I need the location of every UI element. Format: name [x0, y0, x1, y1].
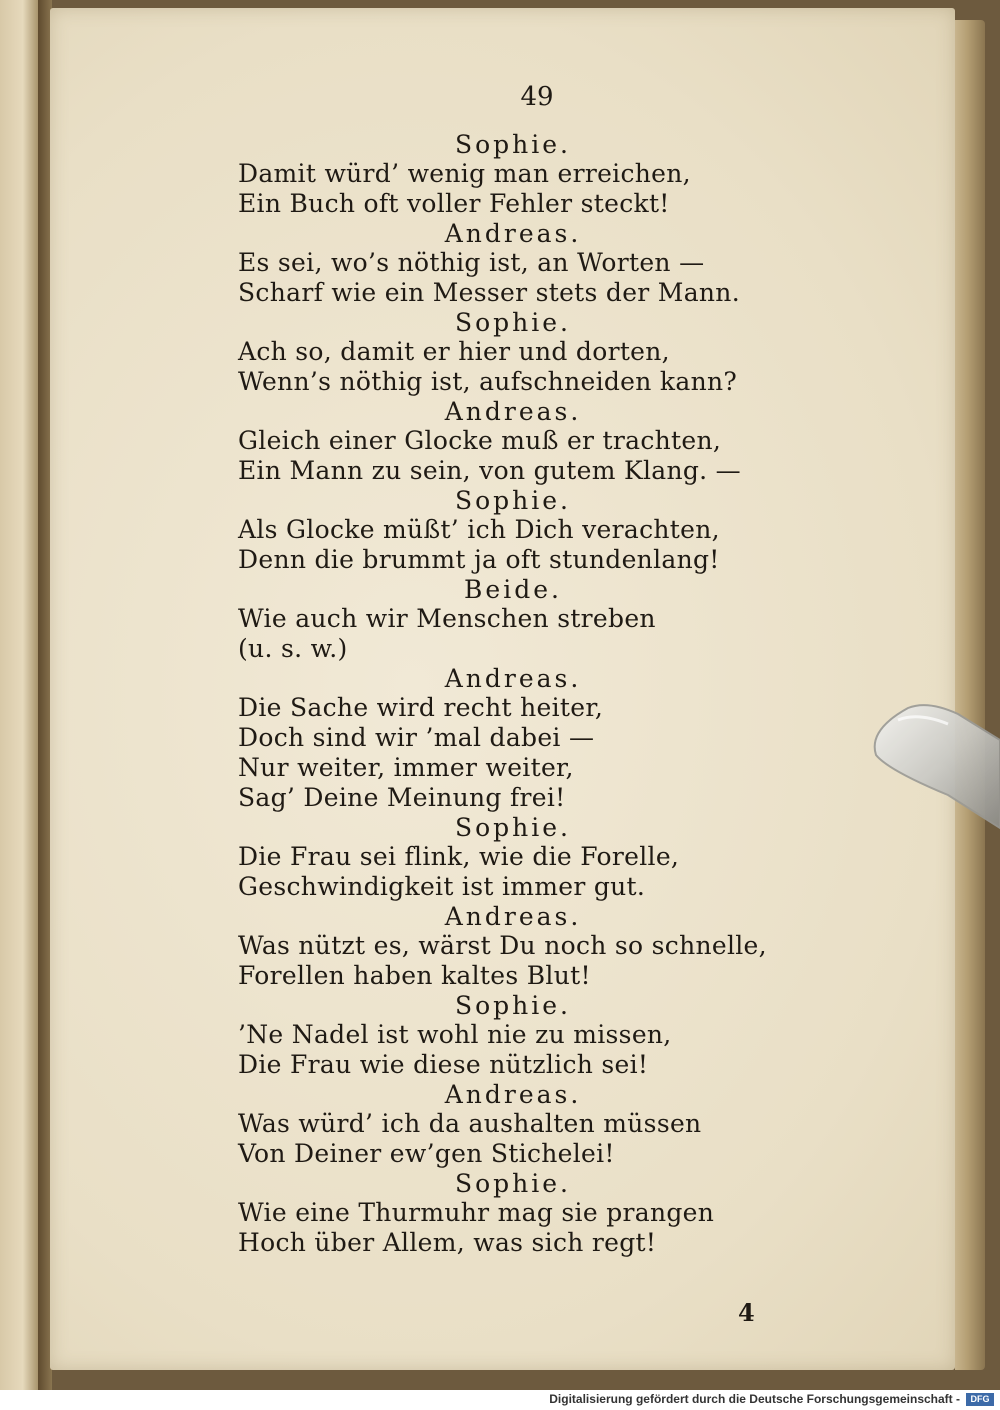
- footer-bar: [0, 1390, 1000, 1410]
- speaker-name: Andreas.: [444, 664, 582, 693]
- speaker-name: Beide.: [464, 575, 562, 604]
- verse-line: Ein Buch oft voller Fehler steckt!: [238, 189, 670, 218]
- verse-line: Was würd’ ich da aushalten müssen: [238, 1109, 702, 1138]
- verse-line: Doch sind wir ’mal dabei —: [238, 723, 595, 752]
- speaker-name: Sophie.: [454, 991, 572, 1020]
- speaker-name: Sophie.: [454, 1169, 572, 1198]
- speaker-name: Sophie.: [454, 486, 572, 515]
- speaker-name: Sophie.: [454, 813, 572, 842]
- page-stack-edge: [955, 20, 985, 1370]
- verse-line: Nur weiter, immer weiter,: [238, 753, 574, 782]
- verse-line: Es sei, wo’s nöthig ist, an Worten —: [238, 248, 705, 277]
- dialogue: [52, 130, 952, 1258]
- verse-line: Sag’ Deine Meinung frei!: [238, 783, 566, 812]
- verse-line: Von Deiner ew’gen Stichelei!: [238, 1139, 615, 1168]
- speaker-name: Sophie.: [454, 130, 572, 159]
- verse-line: Damit würd’ wenig man erreichen,: [238, 159, 691, 188]
- verse-line: Wie eine Thurmuhr mag sie prangen: [238, 1198, 715, 1227]
- verse-line: Wenn’s nöthig ist, aufschneiden kann?: [238, 367, 738, 396]
- verse-line: Als Glocke müßt’ ich Dich verachten,: [238, 515, 720, 544]
- verse-line: Ein Mann zu sein, von gutem Klang. —: [238, 456, 741, 485]
- verse-line: ’Ne Nadel ist wohl nie zu missen,: [238, 1020, 672, 1049]
- speaker-name: Andreas.: [444, 397, 582, 426]
- verse-line: Geschwindigkeit ist immer gut.: [238, 872, 646, 901]
- verse-line: (u. s. w.): [238, 634, 348, 663]
- facing-page-edge: [0, 0, 38, 1390]
- verse-line: Die Sache wird recht heiter,: [238, 693, 604, 722]
- speaker-name: Andreas.: [444, 902, 582, 931]
- verse-line: Die Frau wie diese nützlich sei!: [238, 1050, 649, 1079]
- verse-line: Die Frau sei flink, wie die Forelle,: [238, 842, 680, 871]
- speaker-name: Andreas.: [444, 1080, 582, 1109]
- page-number: 49: [520, 82, 554, 112]
- page-text: [52, 82, 952, 1258]
- speaker-name: Sophie.: [454, 308, 572, 337]
- verse-line: Gleich einer Glocke muß er trachten,: [238, 426, 722, 455]
- verse-line: Hoch über Allem, was sich regt!: [238, 1228, 657, 1257]
- verse-line: Forellen haben kaltes Blut!: [238, 961, 591, 990]
- verse-line: Wie auch wir Menschen streben: [238, 604, 656, 633]
- verse-line: Denn die brummt ja oft stundenlang!: [238, 545, 720, 574]
- verse-line: Was nützt es, wärst Du noch so schnelle,: [238, 931, 767, 960]
- speaker-name: Andreas.: [444, 219, 582, 248]
- signature-mark: 4: [738, 1298, 755, 1327]
- footer-credit: Digitalisierung gefördert durch die Deutsche Forschungsgemeinschaft -: [549, 1392, 960, 1406]
- verse-line: Scharf wie ein Messer stets der Mann.: [238, 278, 740, 307]
- clip-tab: [868, 700, 1000, 830]
- verse-line: Ach so, damit er hier und dorten,: [238, 337, 670, 366]
- dfg-logo: DFG: [966, 1393, 994, 1406]
